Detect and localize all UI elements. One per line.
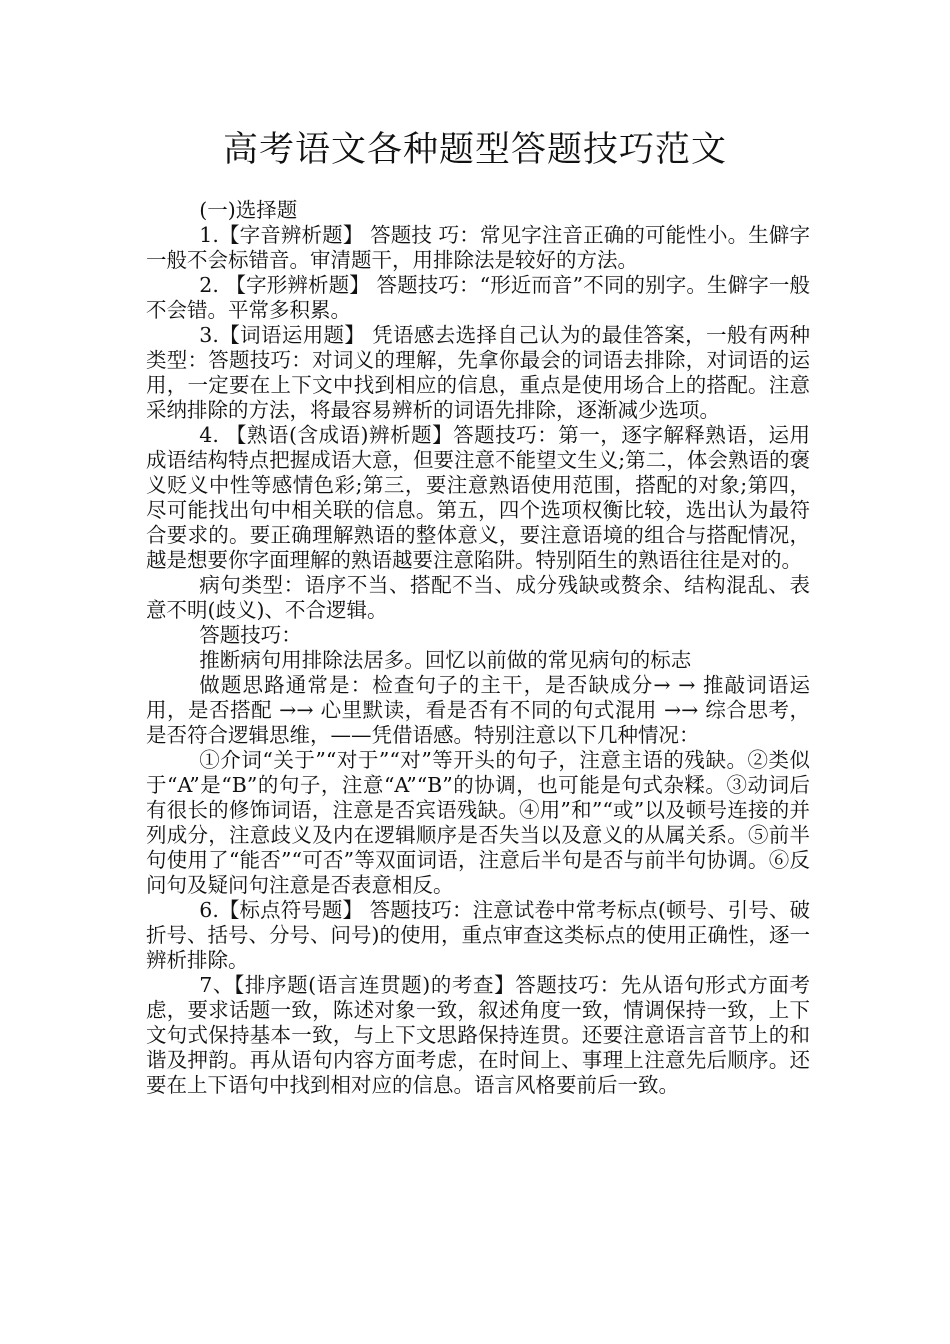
paragraph-word-usage: 3.【词语运用题】 凭语感去选择自己认为的最佳答案，一般有两种类型：答题技巧：对词义的理解，先拿你最会的词语去排除，对词语的运用，一定要在上下文中找到相应的信息，重点是使用场合上的搭配。注意采纳排除的方法，将最容易辨析的词语先排除，逐渐减少选项。: [146, 323, 810, 422]
paragraph-approach: 做题思路通常是：检查句子的主干，是否缺成分→ → 推敲词语运用，是否搭配 →→ 心里默读，看是否有不同的句式混用 →→ 综合思考，是否符合逻辑思维，——凭借语感。特别注意以下几种情况：: [146, 673, 810, 747]
paragraph-character-form: 2. 【字形辨析题】 答题技巧：“形近而音”不同的别字。生僻字一般不会错。平常多积累。: [146, 273, 810, 322]
paragraph-pronunciation: 1.【字音辨析题】 答题技 巧：常见字注音正确的可能性小。生僻字一般不会标错音。审清题干，用排除法是较好的方法。: [146, 223, 810, 272]
paragraph-sick-sentence-types: 病句类型：语序不当、搭配不当、成分残缺或赘余、结构混乱、表意不明(歧义)、不合逻辑。: [146, 573, 810, 622]
paragraph-idioms: 4. 【熟语(含成语)辨析题】答题技巧：第一，逐字解释熟语，运用成语结构特点把握成语大意，但要注意不能望文生义;第二，体会熟语的褒义贬义中性等感情色彩;第三，要注意熟语使用范围，搭配的对象;第四，尽可能找出句中相关联的信息。第五，四个选项权衡比较，选出认为最符合要求的。要正确理解熟语的整体意义，要注意语境的组合与搭配情况，越是想要你字面理解的熟语越要注意陷阱。特别陌生的熟语往往是对的。: [146, 423, 810, 572]
paragraph-tips-heading: 答题技巧：: [199, 623, 302, 647]
paragraph-punctuation: 6.【标点符号题】 答题技巧：注意试卷中常考标点(顿号、引号、破折号、括号、分号、问号)的使用，重点审查这类标点的使用正确性，逐一辨析排除。: [146, 898, 810, 972]
paragraph-elimination: 推断病句用排除法居多。回忆以前做的常见病句的标志: [199, 648, 692, 672]
section-heading-choice: (一)选择题: [199, 198, 298, 222]
paragraph-special-cases: ①介词“关于”“对于”“对”等开头的句子，注意主语的残缺。②类似于“A”是“B”的句子，注意“A”“B”的协调，也可能是句式杂糅。③动词后有很长的修饰词语，注意是否宾语残缺。④用”和”“或”以及顿号连接的并列成分，注意歧义及内在逻辑顺序是否失当以及意义的从属关系。⑤前半句使用了“能否”“可否”等双面词语，注意后半句是否与前半句协调。⑥反问句及疑问句注意是否表意相反。: [146, 748, 810, 897]
document-title: 高考语文各种题型答题技巧范文: [222, 130, 727, 170]
paragraph-ordering: 7、【排序题(语言连贯题)的考查】答题技巧：先从语句形式方面考虑，要求话题一致，陈述对象一致，叙述角度一致，情调保持一致，上下文句式保持基本一致，与上下文思路保持连贯。还要注意语言音节上的和谐及押韵。再从语句内容方面考虑，在时间上、事理上注意先后顺序。还要在上下语句中找到相对应的信息。语言风格要前后一致。: [146, 973, 810, 1097]
document-body: [146, 198, 810, 1098]
